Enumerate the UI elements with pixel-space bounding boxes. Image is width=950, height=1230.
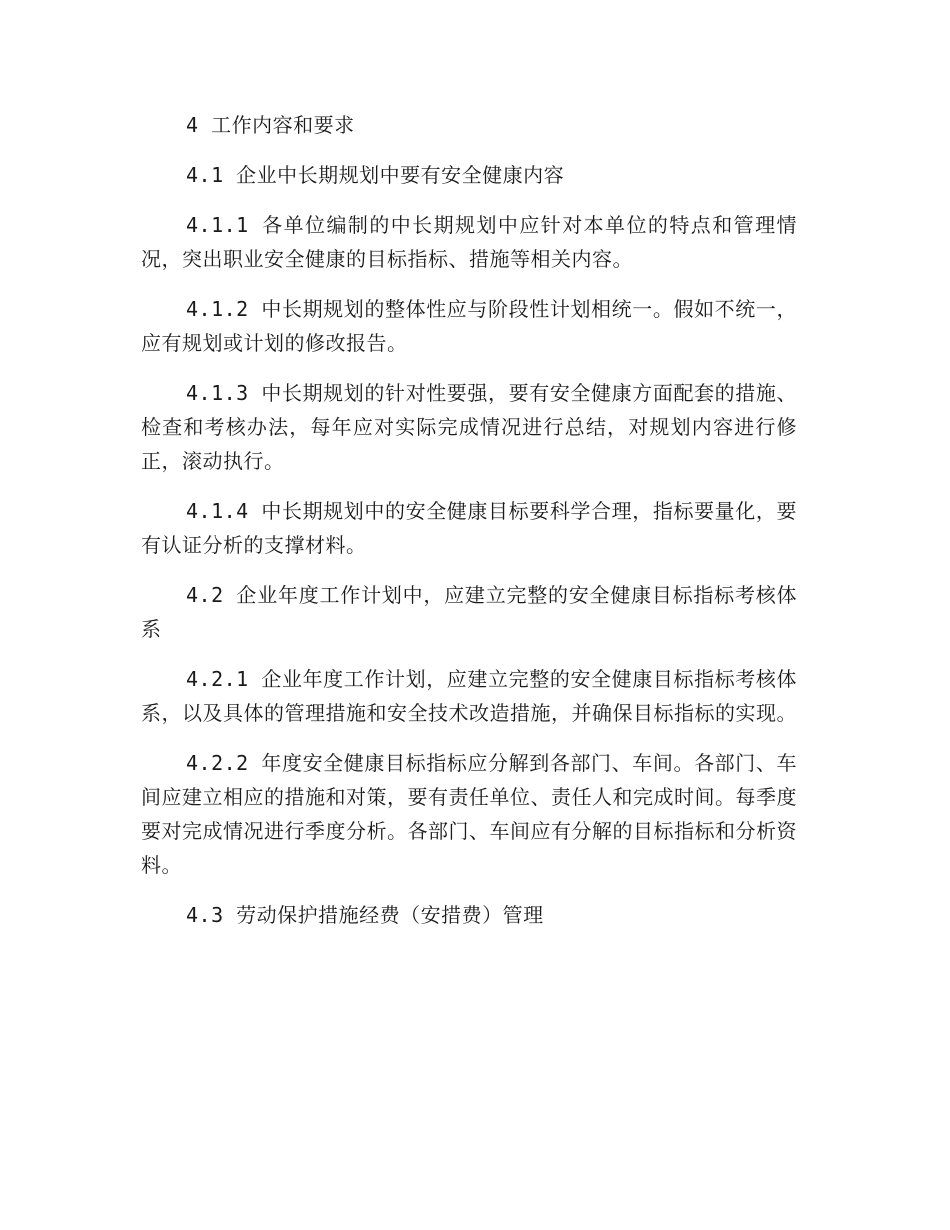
clause-4-1-1: 4.1.1 各单位编制的中长期规划中应针对本单位的特点和管理情况，突出职业安全健康的目标指标、措施等相关内容。 <box>141 213 797 271</box>
section-heading-4-1: 4.1 企业中长期规划中要有安全健康内容 <box>186 163 565 187</box>
clause-4-1-2: 4.1.2 中长期规划的整体性应与阶段性计划相统一。假如不统一，应有规划或计划的修改报告。 <box>141 297 797 355</box>
document-body <box>141 108 797 948</box>
clause-4-1-4: 4.1.4 中长期规划中的安全健康目标要科学合理，指标要量化，要有认证分析的支撑材料。 <box>141 499 797 557</box>
clause-4-2-1: 4.2.1 企业年度工作计划，应建立完整的安全健康目标指标考核体系，以及具体的管理措施和安全技术改造措施，并确保目标指标的实现。 <box>141 667 797 725</box>
clause-4-2-2: 4.2.2 年度安全健康目标指标应分解到各部门、车间。各部门、车间应建立相应的措施和对策，要有责任单位、责任人和完成时间。每季度要对完成情况进行季度分析。各部门、车间应有分解的目标指标和分析资料。 <box>141 751 797 877</box>
section-heading-4-2: 4.2 企业年度工作计划中，应建立完整的安全健康目标指标考核体系 <box>141 583 797 641</box>
section-heading-4: 4 工作内容和要求 <box>186 113 355 137</box>
section-heading-4-3: 4.3 劳动保护措施经费（安措费）管理 <box>186 903 544 927</box>
clause-4-1-3: 4.1.3 中长期规划的针对性要强，要有安全健康方面配套的措施、检查和考核办法，每年应对实际完成情况进行总结，对规划内容进行修正，滚动执行。 <box>141 381 797 473</box>
